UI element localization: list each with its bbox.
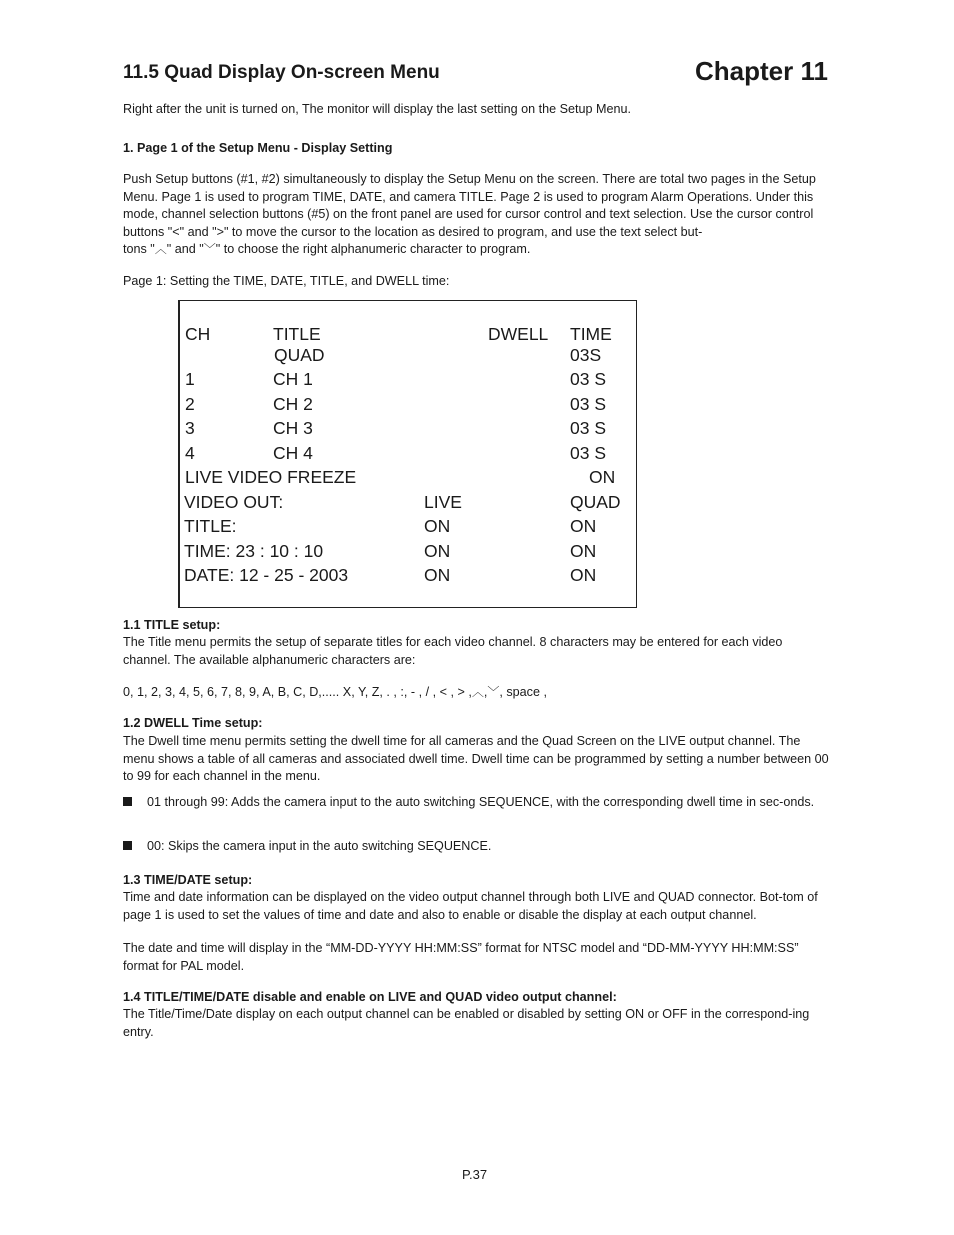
menu-header-ch: CH	[185, 324, 211, 344]
menu-setting-quad: ON	[570, 565, 597, 585]
menu-setting-quad: QUAD	[570, 492, 621, 512]
menu-setting-live: LIVE	[424, 492, 462, 512]
menu-ch-title: CH 2	[273, 394, 313, 414]
enable-setup-text: The Title/Time/Date display on each output channel can be enabled or disabled by setting ON or OFF in the correspond-ing entry.	[123, 1007, 810, 1039]
section-title: 11.5 Quad Display On-screen Menu	[123, 62, 440, 83]
menu-ch-number: 2	[185, 394, 195, 414]
intro-paragraph: Right after the unit is turned on, The monitor will display the last setting on the Setup Menu.	[123, 102, 631, 116]
menu-setting-live: ON	[424, 516, 451, 536]
page-number: P.37	[462, 1167, 488, 1182]
menu-ch-time: 03 S	[570, 369, 606, 389]
dwell-setup-heading: 1.2 DWELL Time setup:	[123, 716, 263, 730]
menu-setting-live: ON	[424, 565, 451, 585]
text-select-down-icon: ﹀	[203, 242, 216, 257]
timedate-setup-text-2: The date and time will display in the “MM-DD-YYYY HH:MM:SS” format for NTSC model and “DD-MM-YYYY HH:MM:SS” format for PAL model.	[123, 941, 799, 973]
menu-header-dwell: DWELL	[488, 324, 549, 344]
chapter-title: Chapter 11	[695, 56, 828, 86]
menu-setting-label: TITLE:	[184, 516, 237, 536]
menu-ch-time: 03 S	[570, 394, 606, 414]
dwell-bullet-2-text: 00: Skips the camera input in the auto switching SEQUENCE.	[147, 839, 492, 853]
title-setup-text: The Title menu permits the setup of separate titles for each video channel. 8 characters may be entered for each video channel. The available alphanumeric characters are:	[123, 635, 783, 667]
up-glyph-icon: ︿	[471, 685, 484, 699]
text-select-up-icon: ︿	[154, 242, 167, 257]
title-setup-characters	[123, 684, 829, 702]
dwell-bullet-1-text: 01 through 99: Adds the camera input to the auto switching SEQUENCE, with the corresponding dwell time in sec-onds.	[147, 795, 815, 809]
menu-ch-number: 3	[185, 418, 195, 438]
page1-heading: 1. Page 1 of the Setup Menu - Display Setting	[123, 141, 393, 155]
page1-paragraph-a: Push Setup buttons (#1, #2) simultaneously to display the Setup Menu on the screen. There are total two pages in the Setup Menu. Page 1 is used to program TIME, DATE, and camera TITLE. Page 2 is used to program Alarm Operations. Under this mode, channel selection buttons (#5) on the front panel are used for cursor control and text selection. Use the cursor control buttons "<" and ">" to move the cursor to the location as desired to program, and use the text select but-	[123, 172, 816, 239]
menu-ch-time: 03 S	[570, 443, 606, 463]
menu-setting-quad: ON	[570, 516, 597, 536]
page1-paragraph-b-post: " to choose the right alphanumeric character to program.	[215, 242, 531, 257]
dwell-setup-text: The Dwell time menu permits setting the dwell time for all cameras and the Quad Screen on the LIVE output channel. The menu shows a table of all cameras and associated dwell time. Dwell time can be programmed by setting a number between 00 to 99 for each channel in the menu.	[123, 734, 829, 784]
menu-ch-title: CH 1	[273, 369, 313, 389]
page1-paragraph-b-pre: tons "	[123, 242, 155, 257]
characters-separator: ,	[483, 685, 488, 699]
timedate-setup-heading: 1.3 TIME/DATE setup:	[123, 873, 253, 887]
menu-setting-label: DATE: 12 - 25 - 2003	[184, 565, 349, 585]
characters-list-end: , space ,	[499, 685, 547, 699]
menu-setting-quad: ON	[570, 541, 597, 561]
menu-freeze-value: ON	[589, 467, 616, 487]
menu-setting-label: VIDEO OUT:	[184, 492, 284, 512]
menu-header-time: TIME	[570, 324, 612, 344]
menu-ch-number: 1	[185, 369, 195, 389]
down-glyph-icon: ﹀	[487, 685, 500, 699]
timedate-setup-text-1: Time and date information can be displayed on the video output channel through both LIVE and QUAD connector. Bot-tom of page 1 is used to set the values of time and date and also to enable or disable the display at each output channel.	[123, 890, 818, 922]
menu-quad-title: QUAD	[274, 345, 325, 365]
menu-ch-title: CH 3	[273, 418, 313, 438]
dwell-bullet-2	[123, 838, 829, 856]
menu-ch-number: 4	[185, 443, 195, 463]
square-bullet-icon	[123, 841, 132, 850]
page1-caption: Page 1: Setting the TIME, DATE, TITLE, and DWELL time:	[123, 274, 450, 288]
menu-ch-title: CH 4	[273, 443, 313, 463]
enable-setup-heading: 1.4 TITLE/TIME/DATE disable and enable on LIVE and QUAD video output channel:	[123, 990, 617, 1004]
menu-header-title: TITLE	[273, 324, 321, 344]
menu-quad-time: 03S	[570, 345, 602, 365]
menu-setting-label: TIME: 23 : 10 : 10	[184, 541, 324, 561]
title-setup-heading: 1.1 TITLE setup:	[123, 618, 221, 632]
menu-freeze-label: LIVE VIDEO FREEZE	[185, 467, 357, 487]
setup-menu-screen	[178, 300, 637, 608]
menu-ch-time: 03 S	[570, 418, 606, 438]
dwell-bullet-1	[123, 794, 829, 812]
square-bullet-icon	[123, 797, 132, 806]
page1-paragraph-b-mid: " and "	[166, 242, 204, 257]
characters-list: 0, 1, 2, 3, 4, 5, 6, 7, 8, 9, A, B, C, D,..... X, Y, Z, . , :, - , / , < , > ,	[123, 685, 472, 699]
menu-setting-live: ON	[424, 541, 451, 561]
page1-paragraph	[123, 171, 829, 259]
